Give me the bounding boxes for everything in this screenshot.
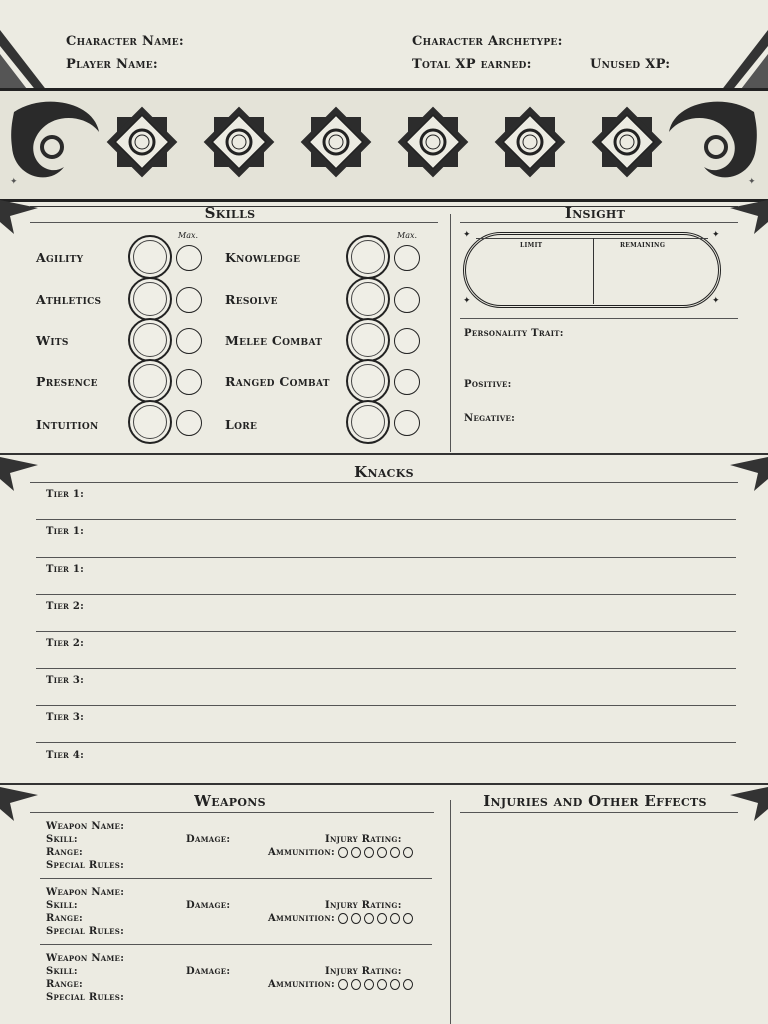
ammo-circle[interactable]: [364, 913, 374, 924]
injuries-title: Injuries and Other Effects: [483, 792, 707, 810]
skill-label-presence: Presence: [36, 374, 98, 389]
scroll-ornament-right-icon: [664, 92, 764, 192]
knacks-title: Knacks: [354, 463, 414, 481]
weapon-special-label: Special Rules:: [46, 860, 125, 871]
skill-label-resolve: Resolve: [225, 292, 278, 307]
ammo-circle[interactable]: [377, 847, 387, 858]
skill-max-circle[interactable]: [394, 287, 420, 313]
insight-header-rule: [476, 238, 708, 239]
skill-value-circle[interactable]: [346, 318, 390, 362]
skill-value-circle[interactable]: [128, 318, 172, 362]
knack-tier-label: Tier 1:: [46, 526, 85, 537]
character-archetype-label: Character Archetype:: [412, 34, 563, 49]
knack-tier-label: Tier 1:: [46, 564, 85, 575]
skill-max-circle[interactable]: [176, 287, 202, 313]
weapon-damage-label: Damage:: [186, 966, 231, 977]
ammo-circle[interactable]: [390, 847, 400, 858]
weapon-name-label: Weapon Name:: [46, 887, 125, 898]
skills-title: Skills: [204, 204, 256, 222]
skill-value-circle[interactable]: [128, 277, 172, 321]
insight-limit-label: limit: [520, 240, 543, 250]
insight-divider: [593, 238, 594, 304]
weapon-range-label: Range:: [46, 847, 83, 858]
max-label-right: Max.: [397, 231, 418, 240]
attribute-badge[interactable]: [297, 103, 375, 181]
knack-line[interactable]: [36, 631, 736, 632]
attribute-badge[interactable]: [200, 103, 278, 181]
weapon-divider: [40, 944, 432, 945]
skill-value-circle[interactable]: [128, 235, 172, 279]
weapon-range-label: Range:: [46, 979, 83, 990]
weapon-skill-label: Skill:: [46, 966, 78, 977]
svg-text:✦: ✦: [748, 177, 756, 187]
injuries-underline: [460, 812, 738, 813]
skill-max-circle[interactable]: [394, 328, 420, 354]
weapon-special-label: Special Rules:: [46, 926, 125, 937]
section-divider: [450, 800, 451, 1024]
weapon-damage-label: Damage:: [186, 834, 231, 845]
skill-value-circle[interactable]: [346, 277, 390, 321]
insight-remaining-label: remaining: [620, 240, 666, 250]
flag-ornament-right-icon: [728, 198, 768, 238]
insight-underline: [460, 222, 738, 223]
skill-value-circle[interactable]: [128, 400, 172, 444]
skill-max-circle[interactable]: [176, 328, 202, 354]
weapon-ammo-label: Ammunition:: [268, 913, 413, 924]
knacks-underline: [30, 482, 738, 483]
attribute-badge[interactable]: [394, 103, 472, 181]
ammo-circle[interactable]: [351, 847, 361, 858]
ammo-circle[interactable]: [364, 847, 374, 858]
ammo-circle[interactable]: [338, 847, 348, 858]
skill-label-intuition: Intuition: [36, 417, 99, 432]
star-icon: ✦: [712, 230, 720, 240]
skill-label-lore: Lore: [225, 417, 258, 432]
skill-max-circle[interactable]: [176, 369, 202, 395]
knack-line[interactable]: [36, 557, 736, 558]
ammo-circle[interactable]: [403, 979, 413, 990]
knack-tier-label: Tier 1:: [46, 489, 85, 500]
positive-label: Positive:: [464, 379, 512, 390]
skill-label-athletics: Athletics: [36, 292, 102, 307]
skill-label-ranged-combat: Ranged Combat: [225, 374, 330, 389]
weapon-divider: [40, 878, 432, 879]
negative-label: Negative:: [464, 413, 516, 424]
skill-label-knowledge: Knowledge: [225, 250, 301, 265]
star-icon: ✦: [712, 296, 720, 306]
weapon-skill-label: Skill:: [46, 834, 78, 845]
svg-text:✦: ✦: [10, 177, 18, 187]
ammo-circle[interactable]: [390, 979, 400, 990]
total-xp-label: Total XP earned:: [412, 57, 532, 72]
unused-xp-label: Unused XP:: [590, 57, 671, 72]
attribute-badge[interactable]: [588, 103, 666, 181]
skill-label-melee-combat: Melee Combat: [225, 333, 323, 348]
knack-line[interactable]: [36, 742, 736, 743]
weapons-title: Weapons: [194, 792, 266, 810]
star-icon: ✦: [463, 230, 471, 240]
player-name-label: Player Name:: [66, 57, 159, 72]
weapon-injury-label: Injury Rating:: [325, 966, 402, 977]
skill-value-circle[interactable]: [346, 235, 390, 279]
flag-ornament-right-icon: [728, 455, 768, 495]
ammo-circle[interactable]: [338, 979, 348, 990]
skill-max-circle[interactable]: [394, 410, 420, 436]
knack-tier-label: Tier 3:: [46, 675, 85, 686]
weapon-name-label: Weapon Name:: [46, 953, 125, 964]
ammo-circle[interactable]: [351, 979, 361, 990]
insight-rule: [460, 318, 738, 319]
flag-ornament-left-icon: [0, 455, 40, 495]
knack-line[interactable]: [36, 668, 736, 669]
flag-ornament-left-icon: [0, 198, 40, 238]
ammo-circle[interactable]: [390, 913, 400, 924]
skill-max-circle[interactable]: [176, 245, 202, 271]
flag-ornament-left-icon: [0, 785, 40, 825]
ammo-circle[interactable]: [377, 913, 387, 924]
section-rule: [0, 453, 768, 455]
ammo-circle[interactable]: [403, 913, 413, 924]
weapon-ammo-label: Ammunition:: [268, 847, 413, 858]
knack-line[interactable]: [36, 705, 736, 706]
weapon-injury-label: Injury Rating:: [325, 834, 402, 845]
skill-label-agility: Agility: [36, 250, 84, 265]
skill-max-circle[interactable]: [394, 369, 420, 395]
section-divider: [450, 214, 451, 452]
weapon-damage-label: Damage:: [186, 900, 231, 911]
ammo-circle[interactable]: [403, 847, 413, 858]
skill-value-circle[interactable]: [128, 359, 172, 403]
knack-tier-label: Tier 2:: [46, 638, 85, 649]
skills-underline: [30, 222, 438, 223]
ammo-circle[interactable]: [377, 979, 387, 990]
personality-trait-label: Personality Trait:: [464, 328, 564, 339]
weapon-injury-label: Injury Rating:: [325, 900, 402, 911]
max-label-left: Max.: [178, 231, 199, 240]
scroll-ornament-left-icon: [4, 92, 104, 192]
ammo-circle[interactable]: [364, 979, 374, 990]
star-icon: ✦: [463, 296, 471, 306]
flag-ornament-right-icon: [728, 785, 768, 825]
weapon-ammo-label: Ammunition:: [268, 979, 413, 990]
weapons-underline: [30, 812, 434, 813]
skill-value-circle[interactable]: [346, 400, 390, 444]
insight-title: Insight: [564, 204, 626, 222]
attribute-badge[interactable]: [103, 103, 181, 181]
ammo-circle[interactable]: [351, 913, 361, 924]
knack-tier-label: Tier 3:: [46, 712, 85, 723]
weapon-skill-label: Skill:: [46, 900, 78, 911]
weapon-name-label: Weapon Name:: [46, 821, 125, 832]
character-name-label: Character Name:: [66, 34, 185, 49]
skill-max-circle[interactable]: [176, 410, 202, 436]
section-rule: [0, 783, 768, 785]
skill-value-circle[interactable]: [346, 359, 390, 403]
knack-tier-label: Tier 4:: [46, 750, 85, 761]
weapon-special-label: Special Rules:: [46, 992, 125, 1003]
knack-line[interactable]: [36, 594, 736, 595]
skill-label-wits: Wits: [36, 333, 69, 348]
insight-tracker[interactable]: [463, 232, 721, 308]
attribute-badge[interactable]: [491, 103, 569, 181]
knack-line[interactable]: [36, 519, 736, 520]
weapon-range-label: Range:: [46, 913, 83, 924]
knack-tier-label: Tier 2:: [46, 601, 85, 612]
skill-max-circle[interactable]: [394, 245, 420, 271]
ammo-circle[interactable]: [338, 913, 348, 924]
